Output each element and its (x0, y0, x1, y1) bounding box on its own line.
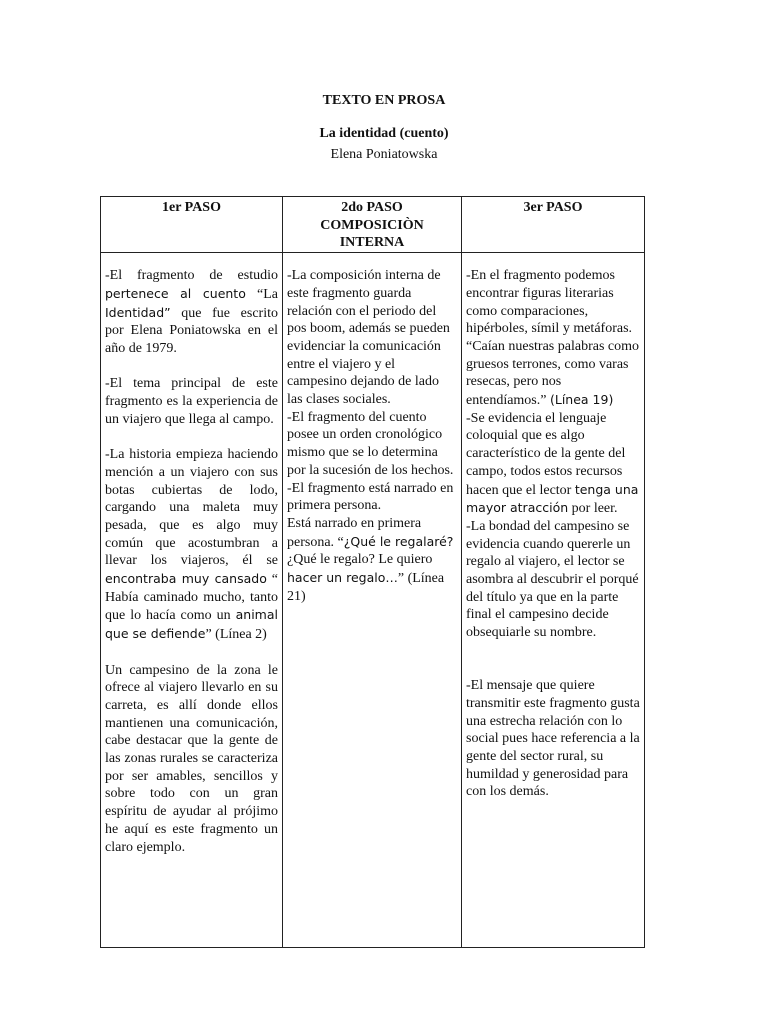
col1-cell (101, 253, 283, 948)
col3-header: 3er PASO (462, 197, 645, 253)
col3-paragraph: -Se evidencia el lenguaje coloquial que es algo característico de la gente del campo, todos estos recursos hacen que el lector tenga una mayor atracción por leer. (466, 410, 639, 517)
col1-paragraph: -La historia empieza haciendo mención a un viajero con sus botas cubiertas de lodo, cargando una maleta muy pesada, que es algo muy común que acostumbran a llevar los viajeros, él se encontraba muy cansado “ Había caminado mucho, tanto que lo hacía como un animal que se defiende” (Línea 2) (105, 447, 278, 643)
col3-paragraph: -El mensaje que quiere transmitir este fragmento gusta una estrecha relación con lo social pues hace referencia a la gente del sector rural, su humildad y generosidad para con los demás. (466, 678, 640, 800)
work-title: La identidad (cuento) (319, 126, 449, 141)
col2-paragraph: -La composición interna de este fragmento guarda relación con el periodo del pos boom, además se pueden evidenciar la comunicación entre el viajero y el campesino dejando de lado las clases sociales. (287, 268, 450, 408)
col3-paragraph: -En el fragmento podemos encontrar figuras literarias como comparaciones, hipérboles, símil y metáforas. “Caían nuestras palabras como gruesos terrones, como varas resecas, pero nos entendíamos.” (Línea 19) (466, 268, 639, 409)
col2-header: 2do PASO COMPOSICIÒN INTERNA (283, 197, 462, 253)
section-title: TEXTO EN PROSA (322, 93, 446, 108)
col2-cell (283, 253, 462, 948)
col2-paragraph: -El fragmento del cuento posee un orden cronológico mismo que se lo determina por la sucesión de los hechos. (287, 409, 454, 478)
col1-paragraph: -El tema principal de este fragmento es la experiencia de un viajero que llega al campo. (105, 376, 278, 427)
col1-header: 1er PASO (101, 197, 283, 253)
author-name: Elena Poniatowska (330, 147, 438, 162)
col3-cell (462, 253, 645, 948)
table-body-row (101, 253, 645, 948)
col1-paragraph: Un campesino de la zona le ofrece al viajero llevarlo en su carreta, es allí donde ellos mantienen una comunicación, cabe destacar que la gente de las zonas rurales se caracteriza por ser amables, sencillos y sobre todo con un gran espíritu de ayudar al prójimo he aquí es este fragmento un claro ejemplo. (105, 662, 278, 855)
col2-paragraph: Está narrado en primera persona. “¿Qué le regalaré? ¿Qué le regalo? Le quiero hacer un regalo…” (Línea 21) (287, 515, 454, 604)
col2-paragraph: -El fragmento está narrado en primera persona. (287, 480, 454, 514)
col3-paragraph: -La bondad del campesino se evidencia cuando quererle un regalo al viajero, el lector se asombra al descubrir el porqué del título ya que en la parte final el campesino decide obsequiarle su nombre. (466, 518, 639, 641)
steps-table (100, 196, 645, 948)
col1-paragraph: -El fragmento de estudio pertenece al cuento “La Identidad” que fue escrito por Elena Poniatowska en el año de 1979. (105, 268, 278, 356)
table-header-row (101, 197, 645, 253)
